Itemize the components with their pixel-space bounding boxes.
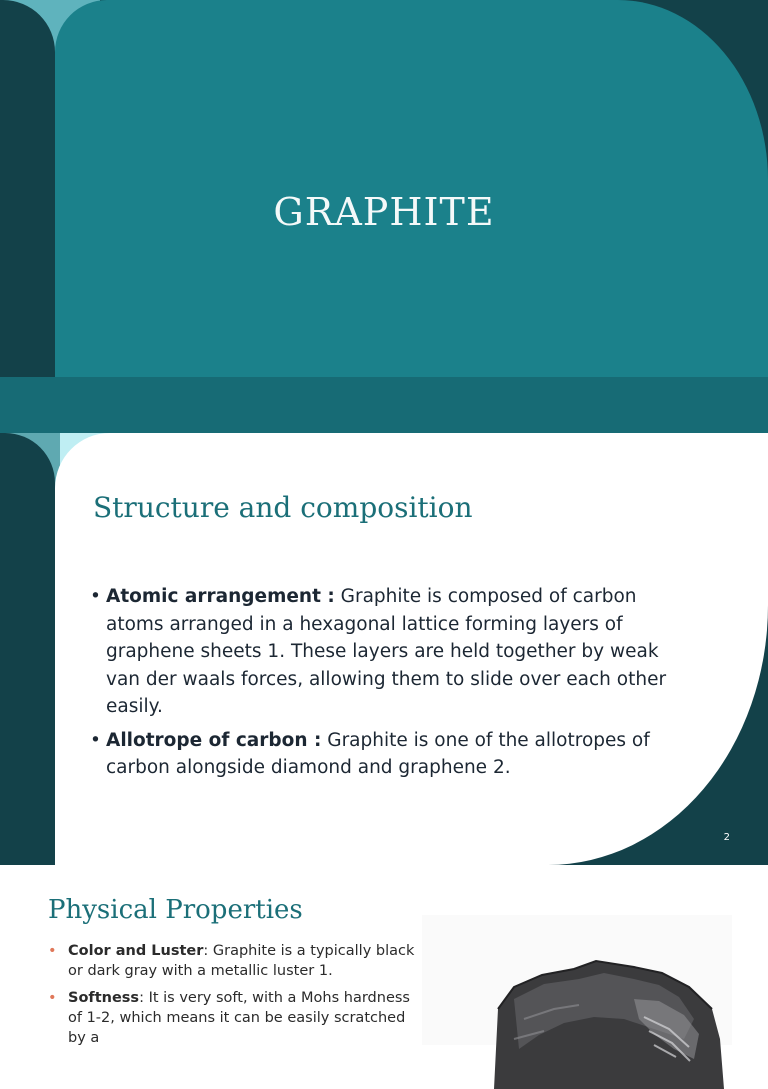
structure-slide [0, 433, 768, 865]
title-panel [55, 0, 768, 377]
bullet-text: Graphite is one of the allotropes of carbon alongside diamond and graphene 2. [106, 729, 650, 778]
bullet-label: Color and Luster [68, 943, 204, 959]
bullet-item [88, 727, 688, 782]
bullet-label: Atomic arrangement : [106, 586, 335, 607]
properties-slide [0, 865, 768, 1046]
slide-title: GRAPHITE [273, 190, 495, 234]
bullet-text: Graphite is composed of carbon atoms arranged in a hexagonal lattice forming layers of graphene sheets 1. These layers are held together by weak van der waals forces, allowing them to slide over each other easily. [106, 586, 667, 717]
slide-heading: Structure and composition [93, 491, 473, 524]
bottom-band [0, 377, 768, 433]
left-stripe [0, 433, 55, 865]
bullet-text: : It is very soft, with a Mohs hardness of 1-2, which means it can be easily scratched by a [68, 990, 410, 1046]
graphite-image [422, 915, 732, 1045]
bullet-list [88, 583, 688, 788]
bullet-label: Softness [68, 990, 140, 1006]
title-slide [0, 0, 768, 433]
graphite-rock-image [484, 939, 724, 1089]
page-number: 2 [723, 832, 730, 843]
bullet-item [48, 988, 420, 1048]
bullet-list [48, 941, 420, 1055]
bullet-item [48, 941, 420, 981]
bullet-text: : Graphite is a typically black or dark gray with a metallic luster 1. [68, 943, 415, 979]
bullet-item [88, 583, 688, 721]
bullet-label: Allotrope of carbon : [106, 729, 322, 751]
left-stripe [0, 0, 55, 377]
slide-heading: Physical Properties [48, 895, 303, 925]
